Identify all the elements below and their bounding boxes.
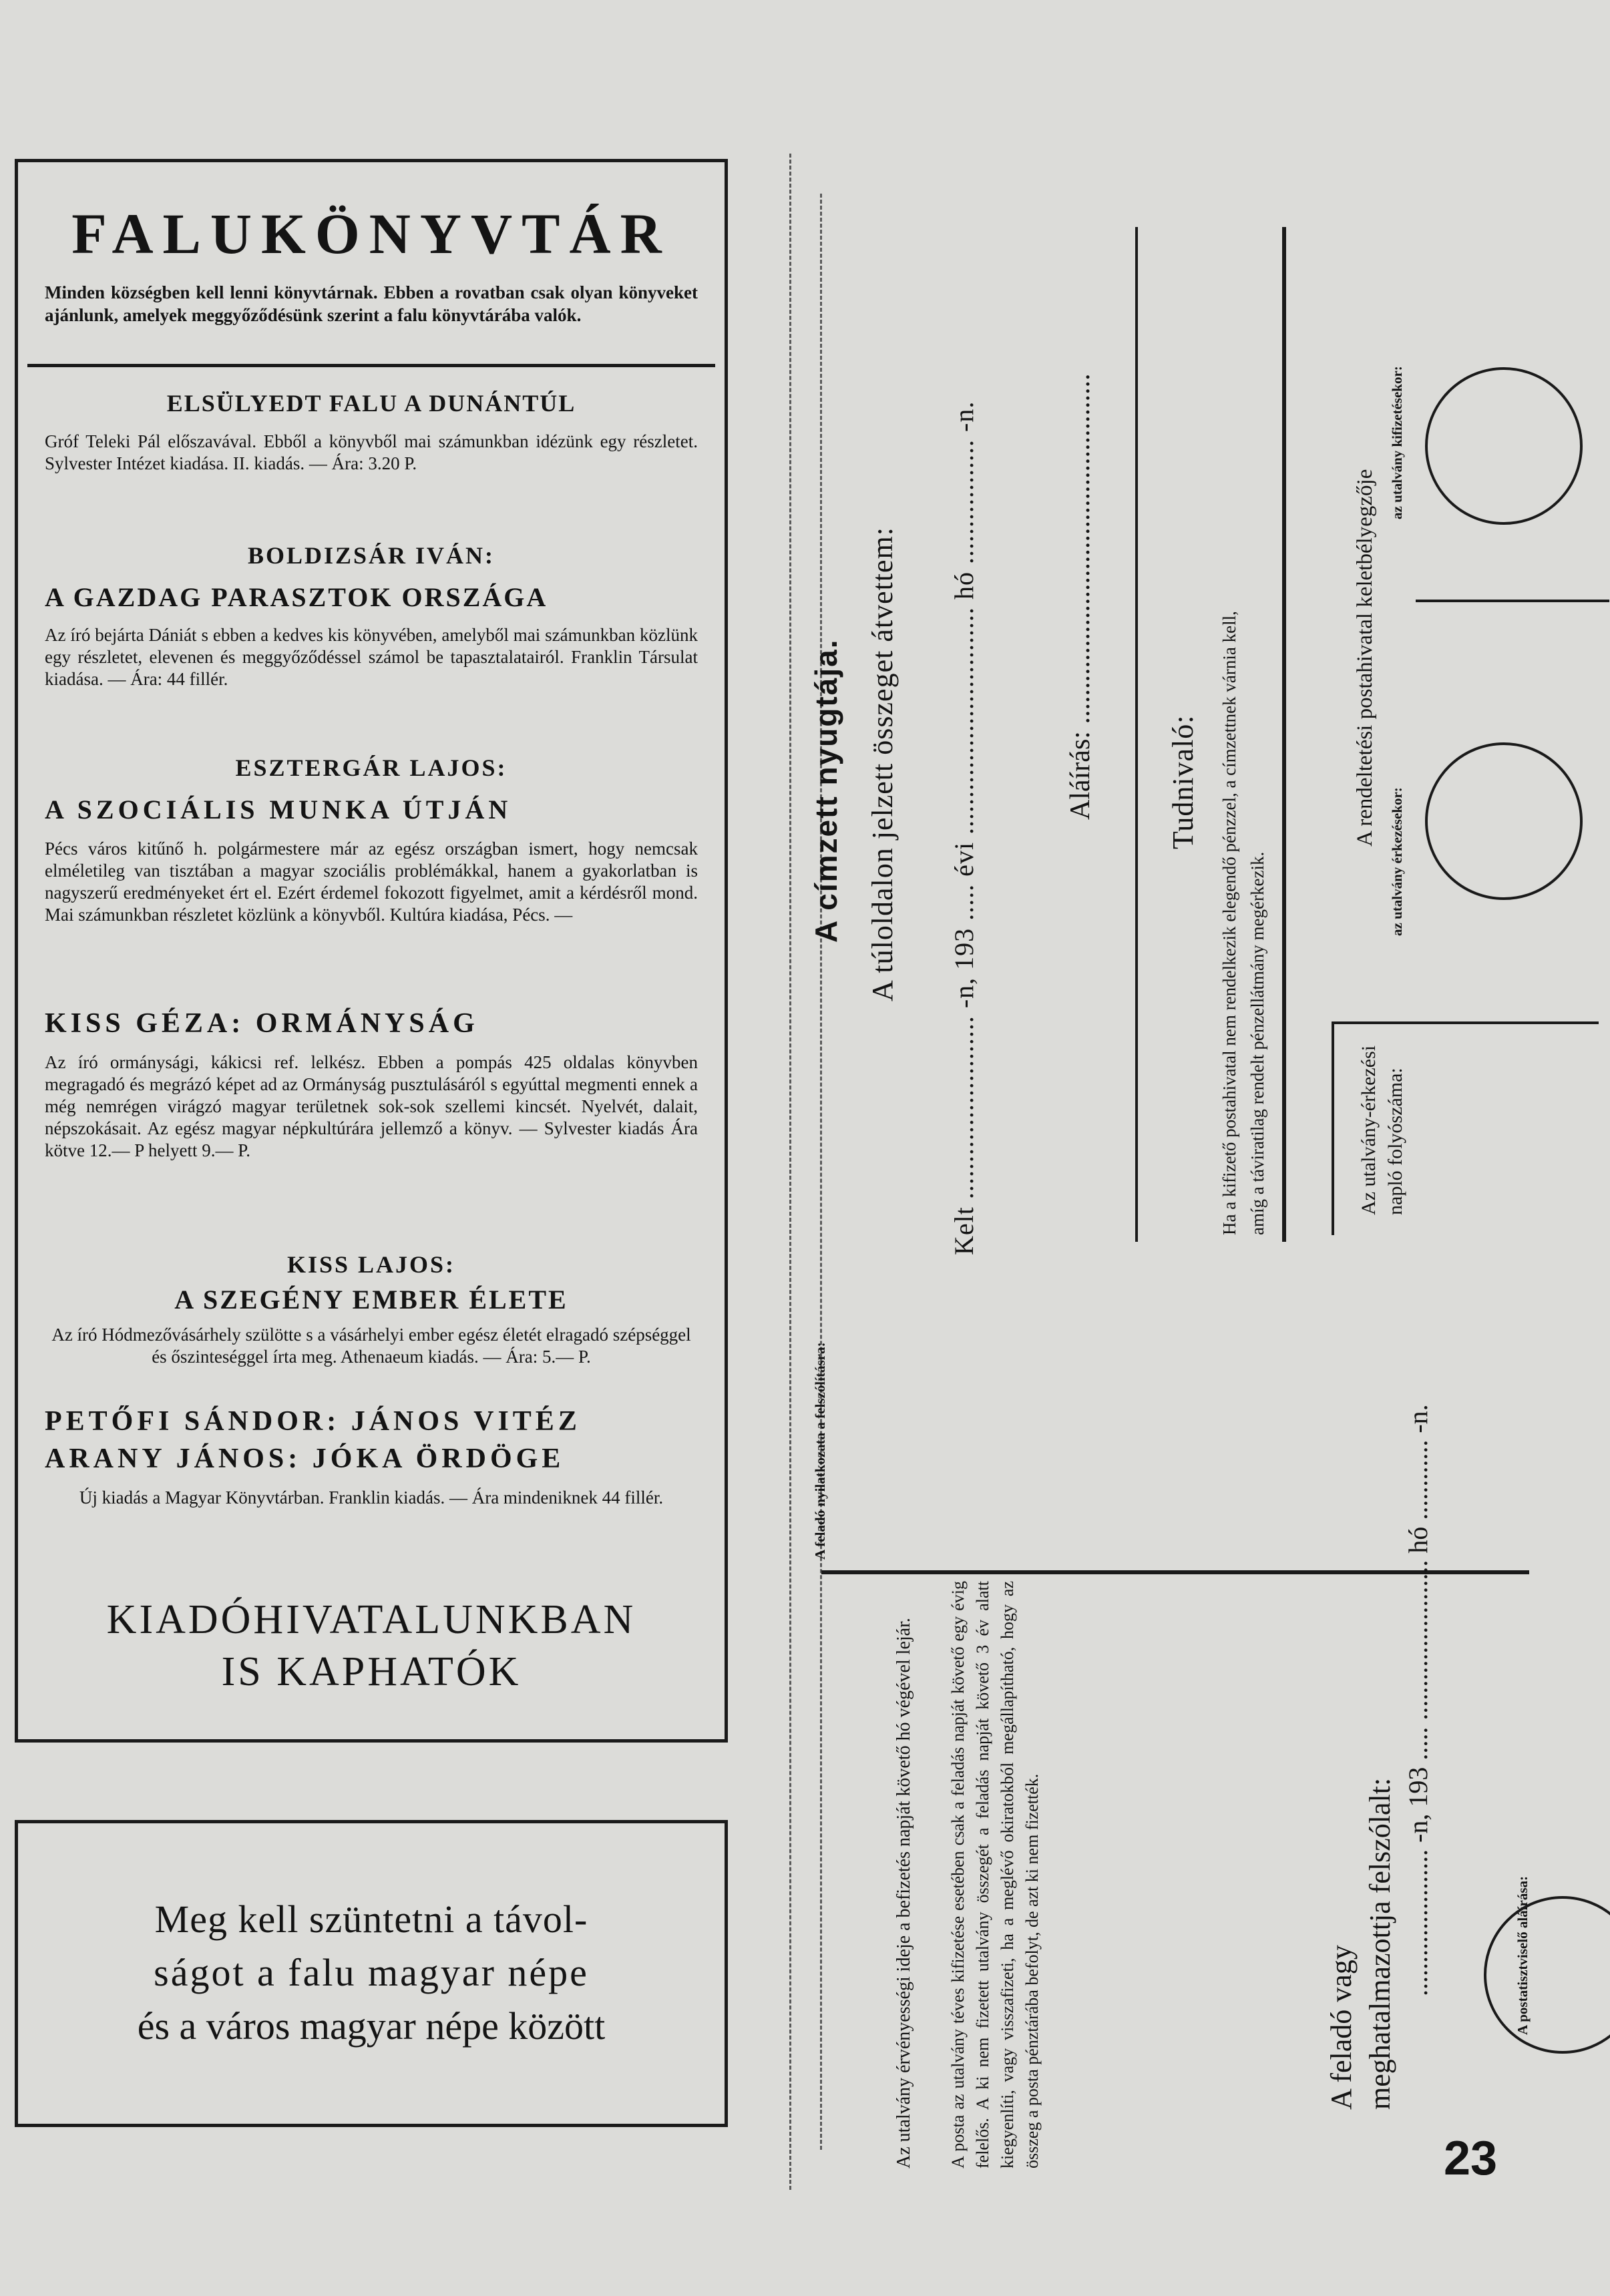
- sender-validity-text: Az utalvány érvényességi ideje a befizetés napját követő hó végével lejár.: [893, 1618, 914, 2168]
- book-title: A GAZDAG PARASZTOK ORSZÁGA: [45, 582, 548, 612]
- slogan-line3: és a város magyar népe között: [137, 2004, 606, 2048]
- book-description: Új kiadás a Magyar Könyvtárban. Franklin kiadás. — Ára mindeniknek 44 fillér.: [79, 1487, 664, 1508]
- logbook-box-edge: [1332, 1021, 1599, 1024]
- catalog-footer-line2: IS KAPHATÓK: [221, 1649, 522, 1694]
- slogan-line2: ságot a falu magyar népe: [154, 1951, 589, 1994]
- book-description: Pécs város kitűnő h. polgármestere már az egész országban ismert, hogy nemcsak elméletileg van tisztában a magyar szociális problémákkal, hanem a gyakorlatban is nagyszerű eredményeket ért el. Ezért érdemel fokozott figyelmet, amit a kérdésről mond. Mai számunkban részletet közlünk a könyvből. Kultúra kiadása, Pécs. —: [45, 839, 698, 925]
- slogan-line1: Meg kell szüntetni a távol-: [154, 1897, 588, 1941]
- book-title: PETŐFI SÁNDOR: JÁNOS VITÉZ: [45, 1406, 581, 1437]
- receipt-received-text: A túloldalon jelzett összeget átvettem:: [866, 526, 899, 1001]
- receipt-date-line: Kelt ......................... -n, 193 ..... évi ............................... hó ................. -n.: [949, 401, 979, 1255]
- postmark-circle-payout: [1425, 367, 1583, 525]
- catalog-box: [15, 159, 728, 1743]
- catalog-separator: [27, 364, 715, 367]
- book-author: KISS LAJOS:: [286, 1251, 456, 1278]
- sender-call-date: ...................... -n, 193 ..... ........................ hó ............ -n.: [1403, 1404, 1433, 1996]
- book-author-title: [45, 1007, 698, 1040]
- receipt-column-rule: [1135, 227, 1138, 1242]
- book-title: A SZOCIÁLIS MUNKA ÚTJÁN: [45, 794, 512, 825]
- clerk-signature: A postatisztviselő aláírása:: [1515, 1876, 1531, 2035]
- sender-declaration: A feladó nyilatkozata a felszólításra:: [812, 1342, 828, 1560]
- logbook-box-top: [1332, 1021, 1334, 1235]
- catalog-header: FALUKÖNYVTÁR: [71, 202, 671, 266]
- receipt-heading: A címzett nyugtája.: [809, 638, 843, 943]
- postmark-circle-call: [1484, 1896, 1610, 2054]
- receipt-note-line2: amíg a táviratilag rendelt pénzellátmány megérkezik.: [1247, 851, 1267, 1235]
- receipt-column-rule: [1282, 227, 1286, 1242]
- slogan-box: [15, 1820, 728, 2127]
- sender-rules: [946, 1581, 1044, 2168]
- book-author: ESZTERGÁR LAJOS:: [235, 754, 508, 781]
- postmark-label: A rendeltetési postahivatal keletbélyegzője: [1353, 469, 1377, 847]
- book-author: KISS GÉZA:: [45, 1008, 245, 1039]
- book-title: ORMÁNYSÁG: [255, 1008, 479, 1039]
- book-description: Az író bejárta Dániát s ebben a kedves kis könyvében, amelyből mai számunkban közlünk egy részletet, elevenen és meggyőződéssel számol be tapasztalatairól. Franklin Társulat kiadása. — Ára: 44 fillér.: [45, 625, 698, 689]
- book-author: BOLDIZSÁR IVÁN:: [247, 542, 495, 569]
- cut-line: [789, 154, 791, 2190]
- postmark-divider: [1416, 600, 1609, 602]
- receipt-note-line1: Ha a kifizető postahivatal nem rendelkezik elegendő pénzzel, a címzettnek várnia kell,: [1219, 611, 1239, 1235]
- book-title: A SZEGÉNY EMBER ÉLETE: [174, 1285, 568, 1315]
- catalog-intro: Minden községben kell lenni könyvtárnak. Ebben a rovatban csak olyan könyveket ajánlunk, amelyek meggyőződésünk szerint a falu könyvtárába valók.: [45, 282, 698, 325]
- book-description: Az író Hódmezővásárhely szülötte s a vásárhelyi ember egész életét elragadó szépséggel és őszinteséggel írta meg. Athenaeum kiadás. — Ára: 5.— P.: [51, 1325, 691, 1367]
- logbook-label-text: Az utalvány-érkezési napló folyószáma:: [1358, 1045, 1406, 1215]
- book-description: Gróf Teleki Pál előszavával. Ebből a könyvből mai számunkban idézünk egy részletet. Sylvester Intézet kiadása. II. kiadás. — Ára: 3.20 P.: [45, 431, 698, 473]
- book-title-2: ARANY JÁNOS: JÓKA ÖRDÖGE: [45, 1443, 565, 1474]
- fold-line: [820, 194, 822, 2150]
- postmark-sub-arrival: az utalvány érkezésekor:: [1389, 787, 1405, 936]
- sender-call-label: [1322, 1736, 1400, 2110]
- sender-call-label-text: A feladó vagy meghatalmazottja felszólalt:: [1325, 1777, 1396, 2110]
- catalog-footer-line1: KIADÓHIVATALUNKBAN: [106, 1597, 636, 1642]
- sender-rules-text: A posta az utalvány téves kifizetése esetében csak a feladás napját követő egy évig felelős. A ki nem fizetett utalvány összegét a feladás napját követő 3 év alatt kiegyenlíti, vagy visszafizeti, ha a meglévő okiratokból megállapítható, hogy az összeg a posta pénztárába befolyt, de azt ki nem fizették.: [948, 1581, 1042, 2168]
- receipt-note-title: Tudnivaló:: [1167, 714, 1199, 849]
- sender-validity: [892, 1581, 916, 2168]
- postmark-circle-arrival: [1425, 742, 1583, 900]
- receipt-signature: Aláírás: ..................................................: [1065, 373, 1096, 820]
- book-title: ELSÜLYEDT FALU A DUNÁNTÚL: [166, 390, 576, 417]
- logbook-label: [1356, 1042, 1409, 1215]
- postmark-sub-payout: az utalvány kifizetésekor:: [1389, 366, 1405, 519]
- book-description: Az író ormánysági, kákicsi ref. lelkész. Ebben a pompás 425 oldalas könyvben megragadó és megrázó képet ad az Ormányság pusztulásáról s egyúttal megmenti ennek a még nemrégen virágzó magyar területnek sok-sok szellemi kincsét. Nyelvét, dalait, népszokásait. Az egész magyar népkultúrára jellemző a könyv. — Sylvester kiadás Ára kötve 12.— P helyett 9.— P.: [45, 1052, 698, 1160]
- page-number: 23: [1444, 2132, 1498, 2185]
